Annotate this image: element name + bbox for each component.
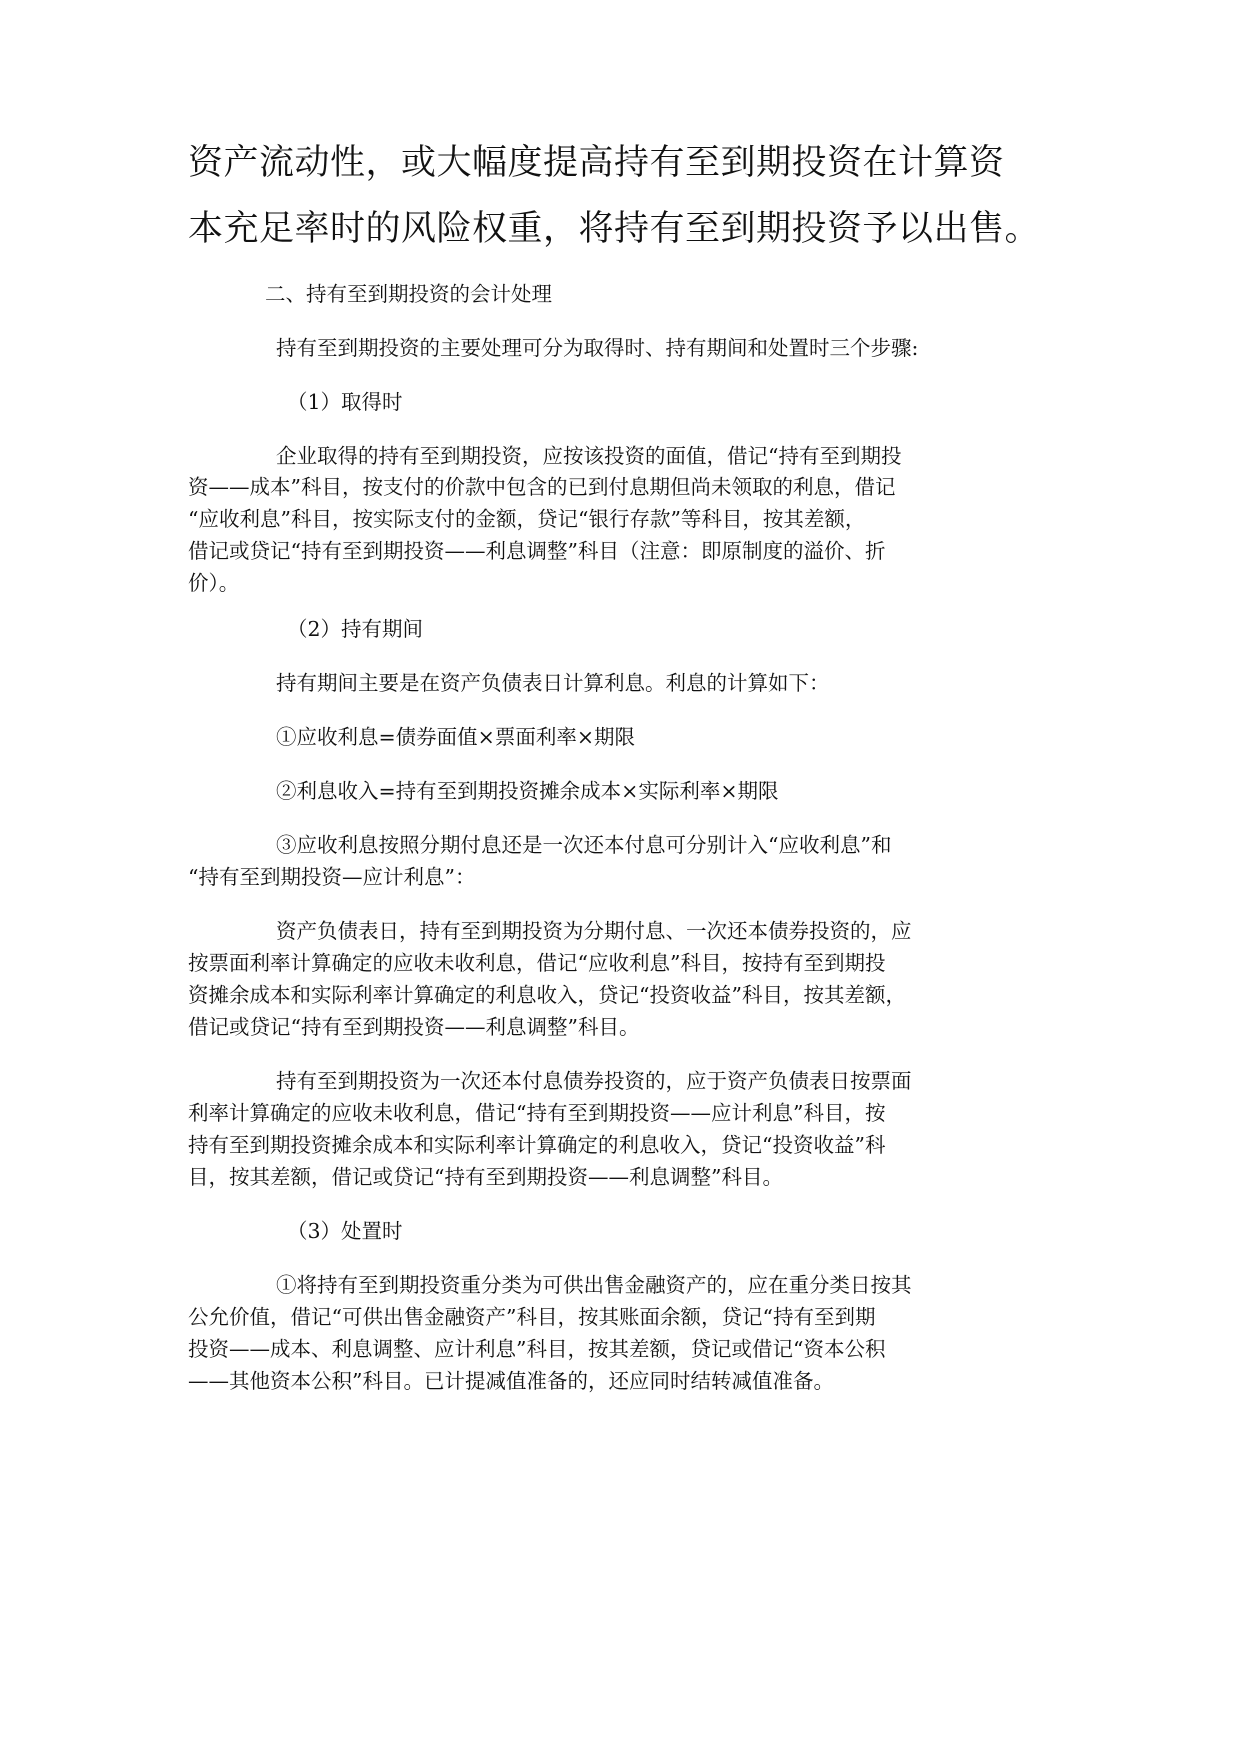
para-b-line: 目，按其差额，借记或贷记“持有至到期投资——利息调整”科目。 <box>188 1165 783 1189</box>
overview-paragraph: 持有至到期投资的主要处理可分为取得时、持有期间和处置时三个步骤: <box>276 336 919 360</box>
step3-line: 投资——成本、利息调整、应计利息”科目，按其差额，贷记或借记“资本公积 <box>188 1337 886 1361</box>
step1-heading: （1）取得时 <box>287 390 403 414</box>
step1-line: 资——成本”科目，按支付的价款中包含的已到付息期但尚未领取的利息，借记 <box>188 475 896 499</box>
formula3-line: ③应收利息按照分期付息还是一次还本付息可分别计入“应收利息”和 <box>276 833 892 857</box>
step2-heading: （2）持有期间 <box>287 617 424 641</box>
para-a-line: 资产负债表日，持有至到期投资为分期付息、一次还本债券投资的，应 <box>276 919 912 943</box>
para-b-line: 持有至到期投资为一次还本付息债券投资的，应于资产负债表日按票面 <box>276 1069 912 1093</box>
step3-line: ——其他资本公积”科目。已计提减值准备的，还应同时结转减值准备。 <box>188 1369 834 1393</box>
step1-line: “应收利息”科目，按实际支付的金额，贷记“银行存款”等科目，按其差额， <box>188 507 866 531</box>
para-a-line: 借记或贷记“持有至到期投资——利息调整”科目。 <box>188 1015 640 1039</box>
formula-receivable-interest: ①应收利息=债券面值×票面利率×期限 <box>276 725 636 749</box>
intro-line-2: 本充足率时的风险权重，将持有至到期投资予以出售。 <box>188 209 1041 249</box>
step1-line: 企业取得的持有至到期投资，应按该投资的面值，借记“持有至到期投 <box>276 444 902 468</box>
step1-line: 借记或贷记“持有至到期投资——利息调整”科目（注意：即原制度的溢价、折 <box>188 539 886 563</box>
formula3-line: “持有至到期投资—应计利息”： <box>188 865 476 889</box>
step3-line: ①将持有至到期投资重分类为可供出售金融资产的，应在重分类日按其 <box>276 1273 912 1297</box>
intro-line-1: 资产流动性，或大幅度提高持有至到期投资在计算资 <box>188 143 1005 183</box>
step3-heading: （3）处置时 <box>287 1219 403 1243</box>
formula-interest-income: ②利息收入=持有至到期投资摊余成本×实际利率×期限 <box>276 779 779 803</box>
para-a-line: 资摊余成本和实际利率计算确定的利息收入，贷记“投资收益”科目，按其差额， <box>188 983 906 1007</box>
para-b-line: 持有至到期投资摊余成本和实际利率计算确定的利息收入，贷记“投资收益”科 <box>188 1133 886 1157</box>
section-heading: 二、持有至到期投资的会计处理 <box>265 282 552 306</box>
para-b-line: 利率计算确定的应收未收利息，借记“持有至到期投资——应计利息”科目，按 <box>188 1101 886 1125</box>
step3-line: 公允价值，借记“可供出售金融资产”科目，按其账面余额，贷记“持有至到期 <box>188 1305 876 1329</box>
step1-line: 价）。 <box>188 571 240 595</box>
para-a-line: 按票面利率计算确定的应收未收利息，借记“应收利息”科目，按持有至到期投 <box>188 951 886 975</box>
step2-intro: 持有期间主要是在资产负债表日计算利息。利息的计算如下： <box>276 671 830 695</box>
